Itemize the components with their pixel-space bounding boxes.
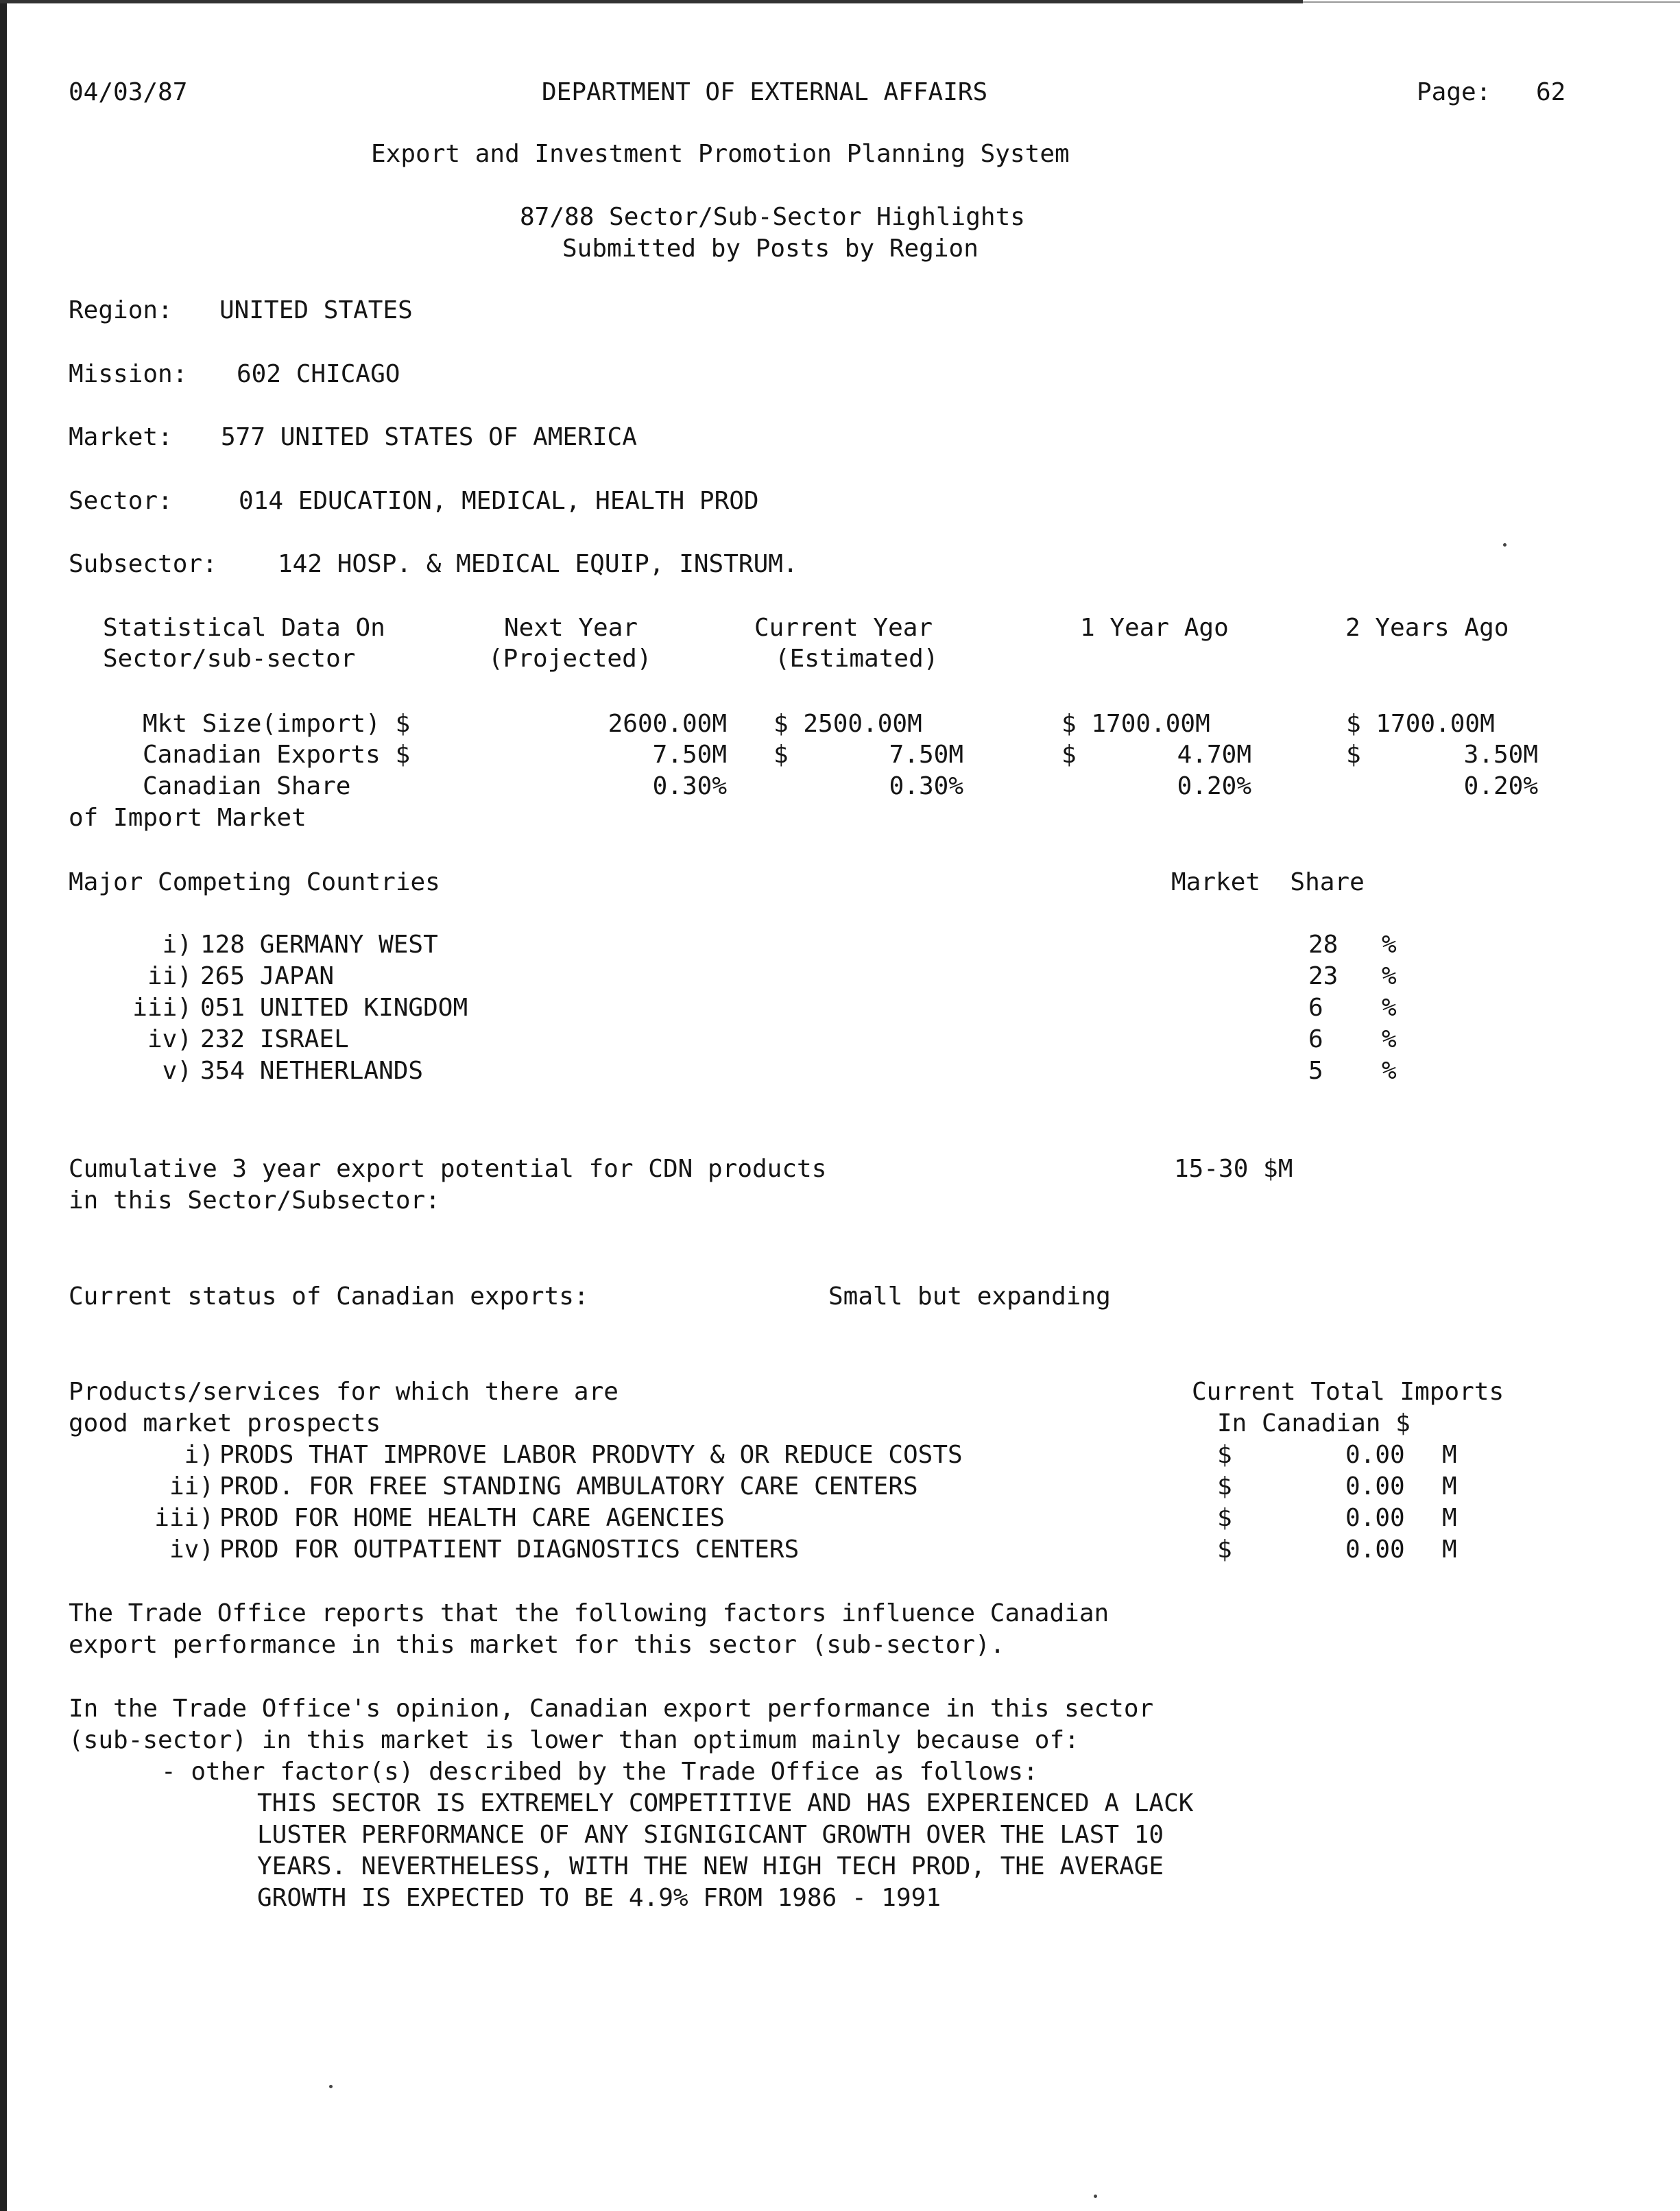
- scan-left-edge: [0, 0, 7, 2211]
- stats-header-col1-line1: Statistical Data On: [103, 614, 385, 642]
- product-num: i): [184, 1441, 214, 1469]
- scan-speck: [329, 2085, 333, 2088]
- page-label: Page:: [1417, 78, 1491, 106]
- competitor-country: 051 UNITED KINGDOM: [200, 994, 468, 1022]
- stats-header-estimated: (Estimated): [775, 645, 939, 673]
- competitor-share: 28: [1308, 931, 1339, 959]
- subsector-label: Subsector:: [69, 550, 217, 578]
- competitor-country: 354 NETHERLANDS: [200, 1057, 424, 1085]
- product-num: ii): [169, 1472, 214, 1501]
- product-dollar: $: [1217, 1535, 1232, 1564]
- stat-row-one-ago: 0.20%: [1177, 772, 1251, 800]
- stats-header-col1-line2: Sector/sub-sector: [103, 645, 356, 673]
- competitor-num: ii): [147, 962, 192, 990]
- report-title: 87/88 Sector/Sub-Sector Highlights: [520, 203, 1025, 231]
- mission-label: Mission:: [69, 360, 188, 388]
- potential-value: 15-30 $M: [1174, 1155, 1293, 1183]
- competitor-share: 6: [1308, 994, 1323, 1022]
- stat-row-two-ago-dollar: $: [1346, 741, 1361, 769]
- product-value: 0.00: [1345, 1472, 1405, 1501]
- product-desc: PRODS THAT IMPROVE LABOR PRODVTY & OR REDUCE COSTS: [219, 1441, 963, 1469]
- sector-label: Sector:: [69, 487, 173, 515]
- product-num: iv): [169, 1535, 214, 1564]
- products-title-line2: good market prospects: [69, 1409, 381, 1437]
- products-col-header1: Current Total Imports: [1192, 1378, 1504, 1406]
- mission-value: 602 CHICAGO: [237, 360, 400, 388]
- region-label: Region:: [69, 296, 173, 324]
- competitor-pct: %: [1382, 1025, 1397, 1053]
- stat-row-one-ago: $ 1700.00M: [1061, 710, 1210, 738]
- potential-line2: in this Sector/Subsector:: [69, 1186, 440, 1215]
- factors-intro-line1: The Trade Office reports that the following factors influence Canadian: [69, 1599, 1109, 1627]
- product-unit: M: [1442, 1504, 1457, 1532]
- stats-header-1-year-ago: 1 Year Ago: [1080, 614, 1229, 642]
- competitor-num: iv): [147, 1025, 192, 1053]
- products-title-line1: Products/services for which there are: [69, 1378, 619, 1406]
- products-col-header2: In Canadian $: [1217, 1409, 1411, 1437]
- product-desc: PROD. FOR FREE STANDING AMBULATORY CARE CENTERS: [219, 1472, 918, 1501]
- opinion-line3: - other factor(s) described by the Trade Office as follows:: [161, 1758, 1038, 1786]
- stats-header-projected: (Projected): [488, 645, 652, 673]
- stat-row-current-dollar: $: [773, 741, 789, 769]
- stat-row-current: 7.50M: [889, 741, 963, 769]
- description-line3: YEARS. NEVERTHELESS, WITH THE NEW HIGH TECH PROD, THE AVERAGE: [257, 1852, 1164, 1880]
- market-label: Market:: [69, 423, 173, 451]
- sector-value: 014 EDUCATION, MEDICAL, HEALTH PROD: [239, 487, 759, 515]
- competitor-share: 23: [1308, 962, 1339, 990]
- product-unit: M: [1442, 1535, 1457, 1564]
- competitor-pct: %: [1382, 962, 1397, 990]
- stat-row-next: 2600.00M: [608, 710, 727, 738]
- stats-header-current-year: Current Year: [754, 614, 933, 642]
- stat-row-two-ago: 0.20%: [1463, 772, 1538, 800]
- product-value: 0.00: [1345, 1504, 1405, 1532]
- description-line1: THIS SECTOR IS EXTREMELY COMPETITIVE AND HAS EXPERIENCED A LACK: [257, 1789, 1194, 1817]
- stat-row-label: Canadian Share: [143, 772, 351, 800]
- competitor-num: v): [162, 1057, 192, 1085]
- product-desc: PROD FOR HOME HEALTH CARE AGENCIES: [219, 1504, 725, 1532]
- scan-top-edge-faint: [1303, 1, 1680, 3]
- product-unit: M: [1442, 1472, 1457, 1501]
- stat-row-current: $ 2500.00M: [773, 710, 922, 738]
- scan-top-edge: [0, 0, 1303, 3]
- stats-header-2-years-ago: 2 Years Ago: [1345, 614, 1509, 642]
- stat-row-label: Canadian Exports $: [143, 741, 411, 769]
- stat-share-label-cont: of Import Market: [69, 804, 307, 832]
- competitor-share: 6: [1308, 1025, 1323, 1053]
- stat-row-two-ago: $ 1700.00M: [1346, 710, 1495, 738]
- stat-row-current: 0.30%: [889, 772, 963, 800]
- competitor-country: 232 ISRAEL: [200, 1025, 349, 1053]
- stat-row-next: 0.30%: [652, 772, 727, 800]
- scan-speck: [1503, 543, 1507, 547]
- stat-row-next: 7.50M: [652, 741, 727, 769]
- factors-intro-line2: export performance in this market for this sector (sub-sector).: [69, 1631, 1005, 1659]
- description-line4: GROWTH IS EXPECTED TO BE 4.9% FROM 1986 - 1991: [257, 1884, 941, 1912]
- report-subtitle: Submitted by Posts by Region: [562, 235, 979, 263]
- opinion-line1: In the Trade Office's opinion, Canadian export performance in this sector: [69, 1695, 1154, 1723]
- department-name: DEPARTMENT OF EXTERNAL AFFAIRS: [542, 78, 988, 106]
- competitor-share: 5: [1308, 1057, 1323, 1085]
- report-date: 04/03/87: [69, 78, 188, 106]
- product-dollar: $: [1217, 1441, 1232, 1469]
- scan-speck: [1094, 2195, 1097, 2198]
- product-value: 0.00: [1345, 1535, 1405, 1564]
- description-line2: LUSTER PERFORMANCE OF ANY SIGNIGICANT GROWTH OVER THE LAST 10: [257, 1821, 1164, 1849]
- product-dollar: $: [1217, 1472, 1232, 1501]
- market-value: 577 UNITED STATES OF AMERICA: [221, 423, 637, 451]
- competitor-pct: %: [1382, 931, 1397, 959]
- competitors-share-header: Market Share: [1171, 868, 1365, 896]
- product-value: 0.00: [1345, 1441, 1405, 1469]
- system-title: Export and Investment Promotion Planning System: [371, 140, 1070, 168]
- competitor-num: i): [162, 931, 192, 959]
- stat-row-two-ago: 3.50M: [1463, 741, 1538, 769]
- opinion-line2: (sub-sector) in this market is lower than optimum mainly because of:: [69, 1726, 1079, 1754]
- region-value: UNITED STATES: [219, 296, 413, 324]
- stat-row-label: Mkt Size(import) $: [143, 710, 411, 738]
- stats-header-next-year: Next Year: [504, 614, 638, 642]
- subsector-value: 142 HOSP. & MEDICAL EQUIP, INSTRUM.: [278, 550, 798, 578]
- status-value: Small but expanding: [828, 1282, 1111, 1311]
- product-unit: M: [1442, 1441, 1457, 1469]
- competitor-pct: %: [1382, 994, 1397, 1022]
- product-num: iii): [154, 1504, 214, 1532]
- product-dollar: $: [1217, 1504, 1232, 1532]
- stat-row-one-ago-dollar: $: [1061, 741, 1077, 769]
- competitors-title: Major Competing Countries: [69, 868, 440, 896]
- stat-row-one-ago: 4.70M: [1177, 741, 1251, 769]
- competitor-country: 265 JAPAN: [200, 962, 335, 990]
- competitor-num: iii): [132, 994, 192, 1022]
- product-desc: PROD FOR OUTPATIENT DIAGNOSTICS CENTERS: [219, 1535, 800, 1564]
- competitor-pct: %: [1382, 1057, 1397, 1085]
- potential-line1: Cumulative 3 year export potential for CDN products: [69, 1155, 827, 1183]
- status-label: Current status of Canadian exports:: [69, 1282, 589, 1311]
- page-number: 62: [1536, 78, 1566, 106]
- competitor-country: 128 GERMANY WEST: [200, 931, 438, 959]
